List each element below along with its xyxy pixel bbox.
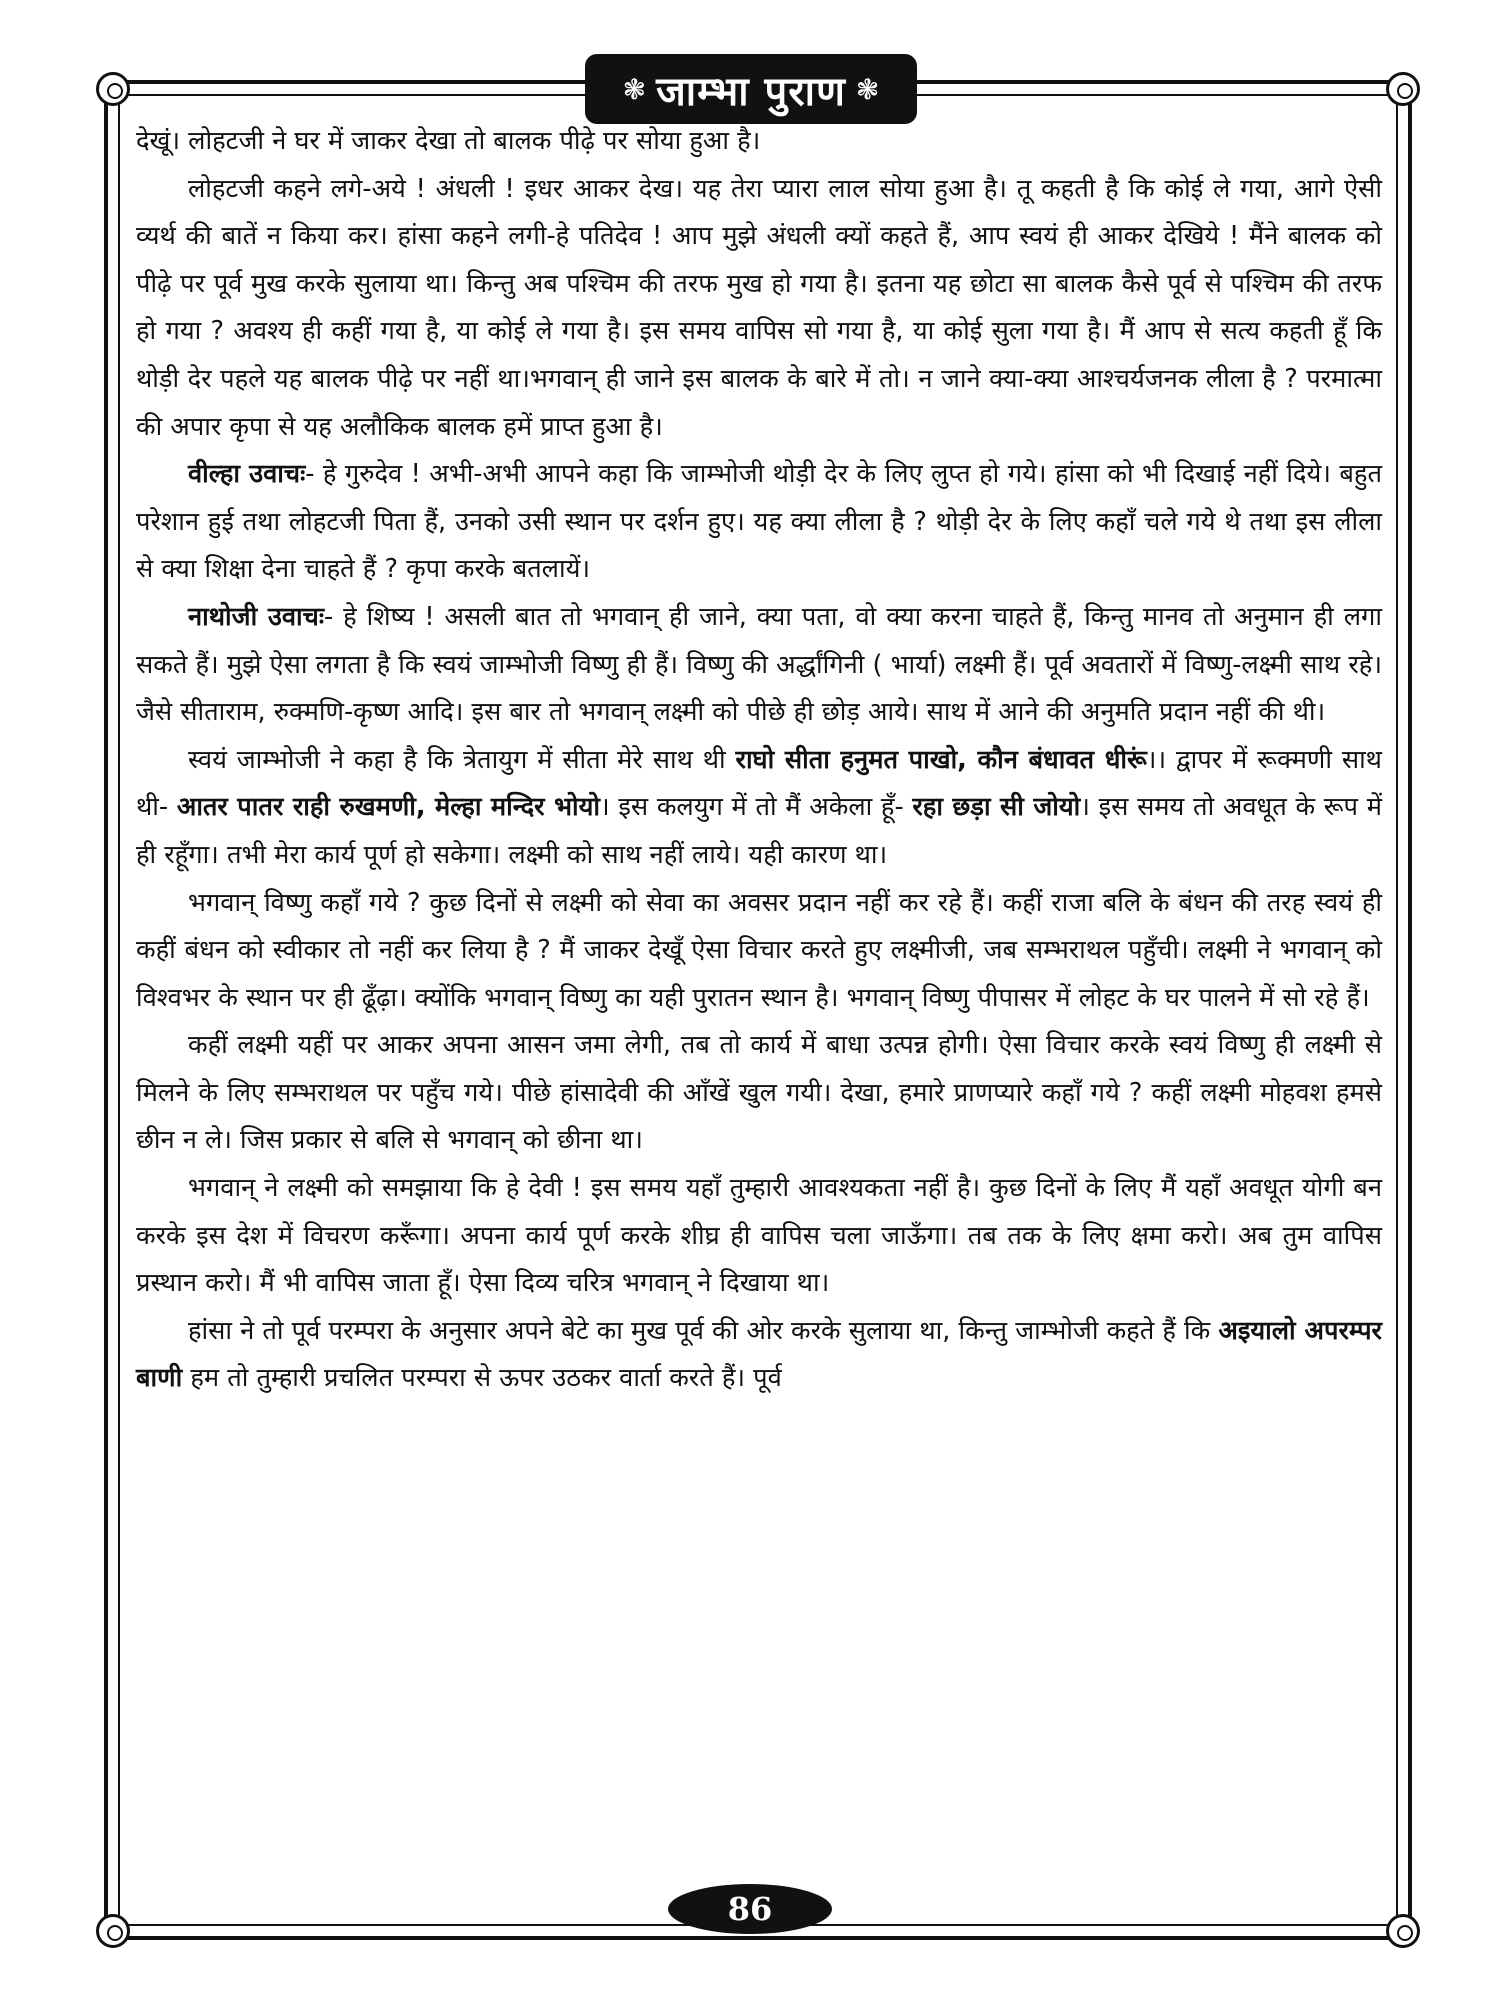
bold-phrase: राघो सीता हनुमत पाखो, कौन बंधावत धीरूं bbox=[735, 744, 1147, 775]
text-run: हांसा ने तो पूर्व परम्परा के अनुसार अपने बेटे का मुख पूर्व की ओर करके सुलाया था, किन्तु जाम्भोजी कहते हैं कि bbox=[188, 1315, 1219, 1346]
paragraph bbox=[136, 1022, 1382, 1165]
paragraph bbox=[136, 737, 1382, 880]
page-number: 86 bbox=[668, 1884, 832, 1934]
flourish-left-icon: ❃ bbox=[622, 72, 647, 106]
text-run: हम तो तुम्हारी प्रचलित परम्परा से ऊपर उठकर वार्ता करते हैं। पूर्व bbox=[182, 1363, 782, 1394]
text-run: कहीं लक्ष्मी यहीं पर आकर अपना आसन जमा लेगी, तब तो कार्य में बाधा उत्पन्न होगी। ऐसा विचार करके स्वयं विष्णु ही लक्ष्मी से मिलने के लिए सम्भराथल पर पहुँच गये। पीछे हांसादेवी की आँखें खुल गयी। देखा, हमारे प्राणप्यारे कहाँ गये ? कहीं लक्ष्मी मोहवश हमसे छीन न ले। जिस प्रकार से बलि से भगवान् को छीना था। bbox=[136, 1030, 1382, 1156]
text-run: लोहटजी कहने लगे-अये ! अंधली ! इधर आकर देख। यह तेरा प्यारा लाल सोया हुआ है। तू कहती है कि कोई ले गया, आगे ऐसी व्यर्थ की बातें न किया कर। हांसा कहने लगी-हे पतिदेव ! आप मुझे अंधली क्यों कहते हैं, आप स्वयं ही आकर देखिये ! मैंने बालक को पीढ़े पर पूर्व मुख करके सुलाया था। किन्तु अब पश्चिम की तरफ मुख हो गया है। इतना यह छोटा सा बालक कैसे पूर्व से पश्चिम की तरफ हो गया ? अवश्य ही कहीं गया है, या कोई ले गया है। इस समय वापिस सो गया है, या कोई सुला गया है। मैं आप से सत्य कहती हूँ कि थोड़ी देर पहले यह बालक पीढ़े पर नहीं था।भगवान् ही जाने इस बालक के बारे में तो। न जाने क्या-क्या आश्चर्यजनक लीला है ? परमात्मा की अपार कृपा से यह अलौकिक बालक हमें प्राप्त हुआ है। bbox=[136, 173, 1382, 442]
paragraph bbox=[136, 594, 1382, 737]
text-run: भगवान् ने लक्ष्मी को समझाया कि हे देवी ! इस समय यहाँ तुम्हारी आवश्यकता नहीं है। कुछ दिनों के लिए मैं यहाँ अवधूत योगी बन करके इस देश में विचरण करूँगा। अपना कार्य पूर्ण करके शीघ्र ही वापिस चला जाऊँगा। तब तक के लिए क्षमा करो। अब तुम वापिस प्रस्थान करो। मैं भी वापिस जाता हूँ। ऐसा दिव्य चरित्र भगवान् ने दिखाया था। bbox=[136, 1173, 1382, 1299]
bold-phrase: आतर पातर राही रुखमणी, मेल्हा मन्दिर भोयो bbox=[176, 792, 600, 823]
corner-ornament-top-right bbox=[1386, 72, 1420, 106]
page-title: जाम्भा पुराण bbox=[656, 68, 846, 115]
text-run: - हे गुरुदेव ! अभी-अभी आपने कहा कि जाम्भोजी थोड़ी देर के लिए लुप्त हो गये। हांसा को भी दिखाई नहीं दिये। बहुत परेशान हुई तथा लोहटजी पिता हैं, उनको उसी स्थान पर दर्शन हुए। यह क्या लीला है ? थोड़ी देर के लिए कहाँ चले गये थे तथा इस लीला से क्या शिक्षा देना चाहते हैं ? कृपा करके बतलायें। bbox=[136, 459, 1382, 585]
text-run: ।। द्वापर में रूक्मणी साथ थी- bbox=[136, 744, 1382, 823]
corner-ornament-bottom-right bbox=[1386, 1914, 1420, 1948]
flourish-right-icon: ❃ bbox=[855, 72, 880, 106]
bold-phrase: अइयालो अपरम्पर बाणी bbox=[136, 1315, 1382, 1394]
paragraph bbox=[136, 451, 1382, 594]
bold-phrase: वील्हा उवाचः bbox=[188, 459, 306, 490]
header-title-plate bbox=[585, 54, 917, 124]
text-run: देखूं। लोहटजी ने घर में जाकर देखा तो बालक पीढ़े पर सोया हुआ है। bbox=[136, 126, 761, 156]
text-run: । इस कलयुग में तो मैं अकेला हूँ- bbox=[600, 792, 913, 823]
body-text bbox=[136, 118, 1382, 1870]
text-run: । इस समय तो अवधूत के रूप में ही रहूँगा। तभी मेरा कार्य पूर्ण हो सकेगा। लक्ष्मी को साथ नहीं लाये। यही कारण था। bbox=[136, 792, 1382, 870]
text-run: भगवान् विष्णु कहाँ गये ? कुछ दिनों से लक्ष्मी को सेवा का अवसर प्रदान नहीं कर रहे हैं। कहीं राजा बलि के बंधन की तरह स्वयं ही कहीं बंधन को स्वीकार तो नहीं कर लिया है ? मैं जाकर देखूँ ऐसा विचार करते हुए लक्ष्मीजी, जब सम्भराथल पहुँची। लक्ष्मी ने भगवान् को विश्वभर के स्थान पर ही ढूँढ़ा। क्योंकि भगवान् विष्णु का यही पुरातन स्थान है। भगवान् विष्णु पीपासर में लोहट के घर पालने में सो रहे हैं। bbox=[136, 887, 1382, 1013]
paragraph bbox=[136, 1308, 1382, 1403]
paragraph bbox=[136, 166, 1382, 452]
paragraph bbox=[136, 1165, 1382, 1308]
paragraph bbox=[136, 880, 1382, 1023]
bold-phrase: नाथोजी उवाचः bbox=[188, 601, 324, 632]
bold-phrase: रहा छड़ा सी जोयो bbox=[912, 792, 1081, 823]
text-run: - हे शिष्य ! असली बात तो भगवान् ही जाने, क्या पता, वो क्या करना चाहते हैं, किन्तु मानव तो अनुमान ही लगा सकते हैं। मुझे ऐसा लगता है कि स्वयं जाम्भोजी विष्णु ही हैं। विष्णु की अर्द्धांगिनी ( भार्या) लक्ष्मी हैं। पूर्व अवतारों में विष्णु-लक्ष्मी साथ रहे। जैसे सीताराम, रुक्मणि-कृष्ण आदि। इस बार तो भगवान् लक्ष्मी को पीछे ही छोड़ आये। साथ में आने की अनुमति प्रदान नहीं की थी। bbox=[136, 601, 1382, 728]
paragraph bbox=[136, 118, 1382, 166]
corner-ornament-top-left bbox=[96, 72, 130, 106]
text-run: स्वयं जाम्भोजी ने कहा है कि त्रेतायुग में सीता मेरे साथ थी bbox=[188, 744, 736, 775]
corner-ornament-bottom-left bbox=[96, 1914, 130, 1948]
